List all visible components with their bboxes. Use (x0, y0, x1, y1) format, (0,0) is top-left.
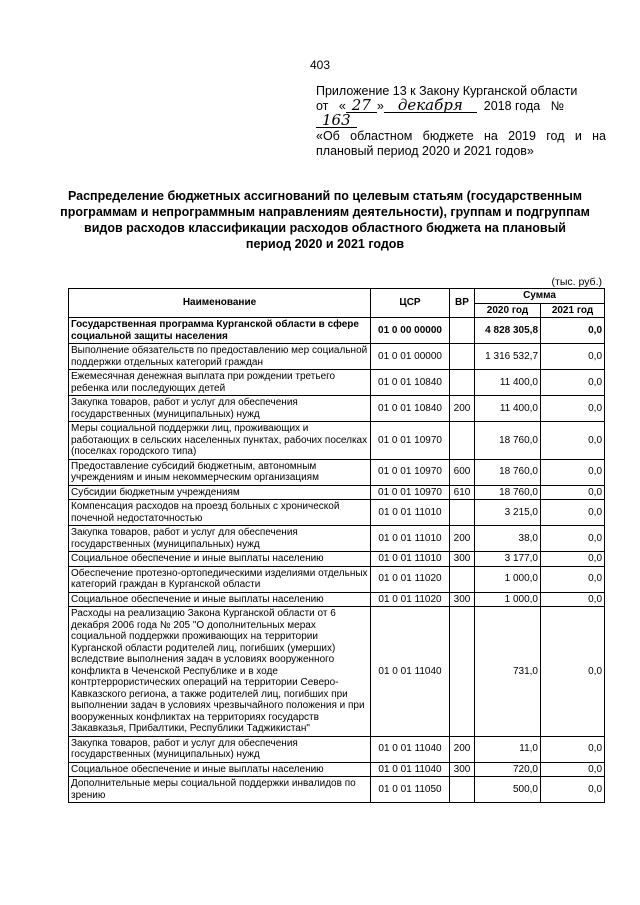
row-sum-2020: 500,0 (475, 777, 541, 803)
row-sum-2020: 18 760,0 (475, 422, 541, 460)
table-row (69, 566, 605, 592)
row-csr: 01 0 01 10840 (371, 370, 450, 396)
row-name: Ежемесячная денежная выплата при рождении третьего ребенка или последующих детей (69, 370, 371, 396)
row-sum-2020: 11 400,0 (475, 370, 541, 396)
row-sum-2021: 0,0 (541, 396, 605, 422)
table-row (69, 459, 605, 485)
row-csr: 01 0 01 10840 (371, 396, 450, 422)
row-vr: 200 (450, 396, 475, 422)
row-name: Меры социальной поддержки лиц, проживающих и работающих в сельских населенных пунктах, рабочих поселках (поселках городского типа) (69, 422, 371, 460)
row-sum-2021: 0,0 (541, 777, 605, 803)
header-2020: 2020 год (475, 303, 541, 318)
table-row (69, 396, 605, 422)
appendix-year: 2018 года (483, 99, 541, 113)
row-name: Расходы на реализацию Закона Курганской области от 6 декабря 2006 года № 205 "О дополнительных мерах социальной поддержки проживающих на территории Курганской области родителей лиц, погибших (умерших) вследствие выполнения задач в условиях вооруженного конфликта в Чеченской Республике и в ходе контртеррористических операций на территории Северо-Кавказского региона, а также родителей лиц, погибших при выполнении задач в условиях чрезвычайного положения и при вооруженных конфликтах на территориях государств Закавказья, Прибалтики, Республики Таджикистан" (69, 607, 371, 737)
row-vr (450, 566, 475, 592)
row-csr: 01 0 01 11040 (371, 762, 450, 777)
row-name: Обеспечение протезно-ортопедическими изделиями отдельных категорий граждан в Курганской области (69, 566, 371, 592)
appendix-line1: Приложение 13 к Закону Курганской области (316, 84, 578, 98)
row-name: Государственная программа Курганской области в сфере социальной защиты населения (69, 318, 371, 344)
row-sum-2021: 0,0 (541, 552, 605, 567)
table-row (69, 422, 605, 460)
row-vr (450, 607, 475, 737)
row-sum-2020: 11,0 (475, 736, 541, 762)
appendix-line4: плановый период 2020 и 2021 годов» (316, 144, 534, 158)
row-sum-2021: 0,0 (541, 318, 605, 344)
row-sum-2021: 0,0 (541, 370, 605, 396)
row-sum-2021: 0,0 (541, 485, 605, 500)
row-csr: 01 0 01 11020 (371, 566, 450, 592)
row-vr (450, 500, 475, 526)
table-row (69, 607, 605, 737)
row-csr: 01 0 01 11040 (371, 607, 450, 737)
row-name: Субсидии бюджетным учреждениям (69, 485, 371, 500)
row-vr (450, 370, 475, 396)
handwritten-day: 27 (346, 99, 377, 113)
row-csr: 01 0 01 10970 (371, 485, 450, 500)
table-row (69, 592, 605, 607)
row-csr: 01 0 01 11010 (371, 500, 450, 526)
table-row (69, 552, 605, 567)
row-name: Социальное обеспечение и иные выплаты населению (69, 552, 371, 567)
row-csr: 01 0 01 10970 (371, 422, 450, 460)
row-csr: 01 0 01 10970 (371, 459, 450, 485)
header-vr: ВР (450, 289, 475, 318)
appendix-line3: «Об областном бюджете на 2019 год и на (316, 129, 606, 143)
row-sum-2021: 0,0 (541, 762, 605, 777)
row-sum-2020: 3 215,0 (475, 500, 541, 526)
header-csr: ЦСР (371, 289, 450, 318)
document-title: Распределение бюджетных ассигнований по целевым статьям (государственным программам и непрограммным направлениям деятельности), группам и подгруппам видов расходов классификации расходов областного бюджета на плановый период 2020 и 2021 годов (60, 189, 590, 251)
units-label: (тыс. руб.) (551, 276, 602, 288)
row-csr: 01 0 01 11010 (371, 526, 450, 552)
appendix-date-line (316, 96, 606, 129)
header-2021: 2021 год (541, 303, 605, 318)
row-sum-2021: 0,0 (541, 459, 605, 485)
table-row (69, 762, 605, 777)
number-label: № (550, 99, 565, 113)
row-name: Социальное обеспечение и иные выплаты населению (69, 592, 371, 607)
row-csr: 01 0 01 11010 (371, 552, 450, 567)
row-sum-2020: 18 760,0 (475, 485, 541, 500)
row-csr: 01 0 01 11020 (371, 592, 450, 607)
row-csr: 01 0 01 11040 (371, 736, 450, 762)
row-sum-2020: 1 000,0 (475, 592, 541, 607)
row-sum-2020: 1 000,0 (475, 566, 541, 592)
table-row (69, 736, 605, 762)
page-number: 403 (309, 58, 331, 72)
table-row (69, 344, 605, 370)
row-name: Дополнительные меры социальной поддержки инвалидов по зрению (69, 777, 371, 803)
row-vr (450, 777, 475, 803)
row-vr (450, 344, 475, 370)
table-row (69, 777, 605, 803)
row-sum-2020: 38,0 (475, 526, 541, 552)
handwritten-month: декабря (384, 99, 477, 113)
table-row (69, 500, 605, 526)
row-sum-2020: 18 760,0 (475, 459, 541, 485)
appendix-from-label: от (316, 99, 329, 113)
row-name: Закупка товаров, работ и услуг для обеспечения государственных (муниципальных) нужд (69, 736, 371, 762)
row-vr (450, 422, 475, 460)
row-sum-2021: 0,0 (541, 422, 605, 460)
table-row (69, 485, 605, 500)
row-vr: 600 (450, 459, 475, 485)
row-name: Предоставление субсидий бюджетным, автономным учреждениям и иным некоммерческим организациям (69, 459, 371, 485)
row-sum-2020: 3 177,0 (475, 552, 541, 567)
table-row (69, 318, 605, 344)
row-sum-2021: 0,0 (541, 607, 605, 737)
header-sum: Сумма (475, 289, 605, 304)
row-sum-2021: 0,0 (541, 526, 605, 552)
row-sum-2021: 0,0 (541, 566, 605, 592)
row-name: Закупка товаров, работ и услуг для обеспечения государственных (муниципальных) нужд (69, 396, 371, 422)
row-sum-2020: 4 828 305,8 (475, 318, 541, 344)
row-vr: 300 (450, 552, 475, 567)
row-name: Компенсация расходов на проезд больных с хронической почечной недостаточностью (69, 500, 371, 526)
handwritten-number: 163 (316, 114, 357, 128)
table-row (69, 526, 605, 552)
row-vr: 610 (450, 485, 475, 500)
row-csr: 01 0 00 00000 (371, 318, 450, 344)
row-csr: 01 0 01 00000 (371, 344, 450, 370)
row-sum-2021: 0,0 (541, 500, 605, 526)
row-sum-2020: 731,0 (475, 607, 541, 737)
table-row (69, 370, 605, 396)
row-name: Социальное обеспечение и иные выплаты населению (69, 762, 371, 777)
row-sum-2020: 11 400,0 (475, 396, 541, 422)
open-quote: « (338, 99, 346, 113)
table-body (69, 318, 605, 803)
row-vr (450, 318, 475, 344)
close-quote: » (376, 99, 384, 113)
header-name: Наименование (69, 289, 371, 318)
appendix-header (316, 84, 606, 159)
row-vr: 300 (450, 762, 475, 777)
row-vr: 200 (450, 526, 475, 552)
row-name: Закупка товаров, работ и услуг для обеспечения государственных (муниципальных) нужд (69, 526, 371, 552)
row-sum-2020: 1 316 532,7 (475, 344, 541, 370)
budget-table (68, 288, 605, 803)
row-vr: 200 (450, 736, 475, 762)
row-sum-2021: 0,0 (541, 736, 605, 762)
row-sum-2021: 0,0 (541, 344, 605, 370)
row-vr: 300 (450, 592, 475, 607)
row-sum-2021: 0,0 (541, 592, 605, 607)
row-csr: 01 0 01 11050 (371, 777, 450, 803)
row-name: Выполнение обязательств по предоставлению мер социальной поддержки отдельных категорий граждан (69, 344, 371, 370)
table-header-row (69, 289, 605, 304)
row-sum-2020: 720,0 (475, 762, 541, 777)
